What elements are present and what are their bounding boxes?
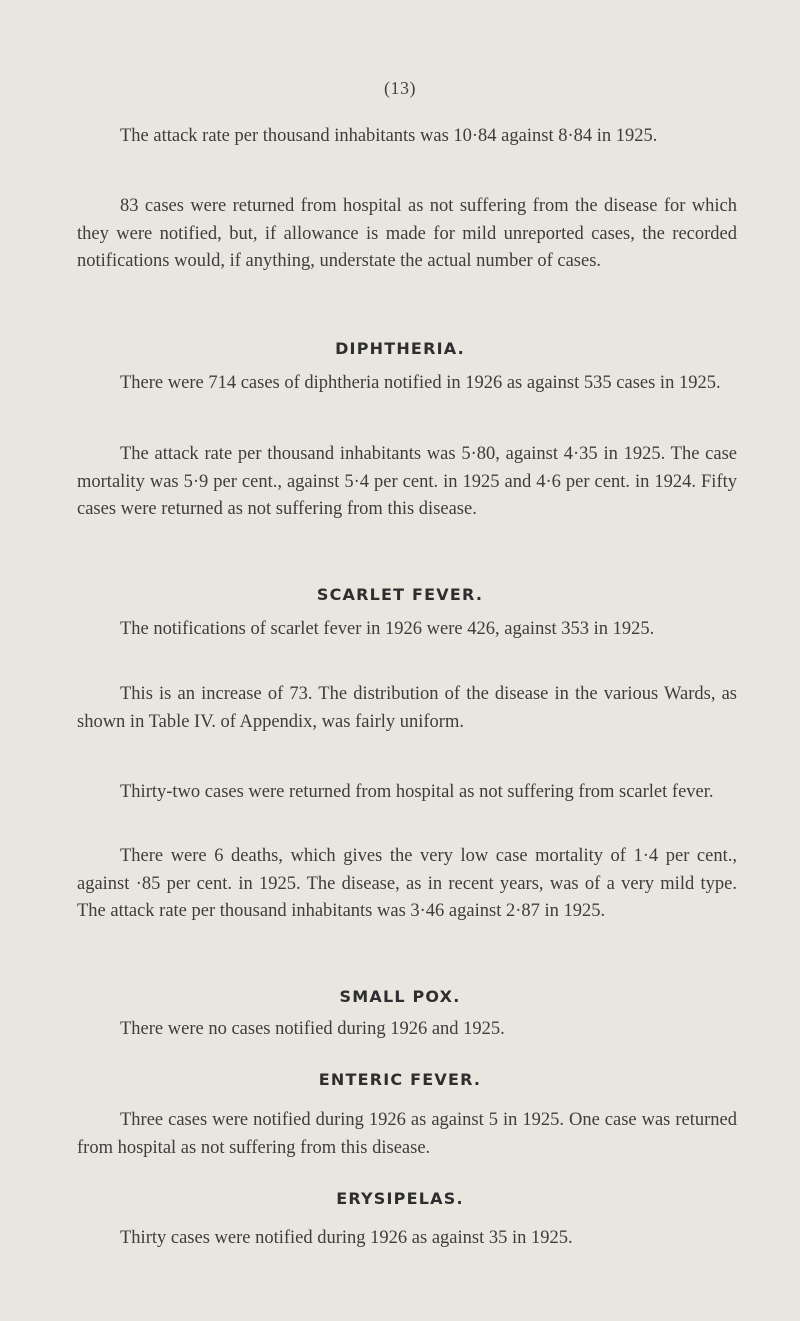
paragraph-scarlet-deaths: There were 6 deaths, which gives the very low case mortality of 1·4 per cent., against ·85 per cent. in 1925. The disease, as in recent years, was of a very mild type. The attack rate per thousand inhabitants was 3·46 against 2·87 in 1925. (77, 846, 737, 921)
paragraph-attack-rate: The attack rate per thousand inhabitants was 10·84 against 8·84 in 1925. (120, 126, 658, 146)
heading-erysipelas: ERYSIPELAS. (336, 1189, 464, 1208)
paragraph-enteric-fever: Three cases were notified during 1926 as against 5 in 1925. One case was returned from hospital as not suffering from this disease. (77, 1110, 737, 1158)
heading-diphtheria: DIPHTHERIA. (335, 339, 465, 358)
paragraph-erysipelas: Thirty cases were notified during 1926 as against 35 in 1925. (120, 1228, 573, 1248)
heading-enteric-fever: ENTERIC FEVER. (318, 1070, 482, 1089)
paragraph-scarlet-notifications: The notifications of scarlet fever in 1926 were 426, against 353 in 1925. (120, 619, 655, 639)
heading-scarlet-fever: SCARLET FEVER. (316, 585, 484, 604)
paragraph-scarlet-returned: Thirty-two cases were returned from hospital as not suffering from scarlet fever. (120, 782, 714, 802)
paragraph-diphtheria-cases: There were 714 cases of diphtheria notified in 1926 as against 535 cases in 1925. (120, 373, 721, 393)
paragraph-small-pox: There were no cases notified during 1926 and 1925. (120, 1019, 505, 1039)
paragraph-returned-cases: 83 cases were returned from hospital as not suffering from the disease for which they were notified, but, if allowance is made for mild unreported cases, the recorded notifications would, if anything, understate the actual number of cases. (77, 196, 737, 271)
paragraph-scarlet-increase: This is an increase of 73. The distribution of the disease in the various Wards, as shown in Table IV. of Appendix, was fairly uniform. (77, 684, 737, 732)
paragraph-diphtheria-rate: The attack rate per thousand inhabitants was 5·80, against 4·35 in 1925. The case mortality was 5·9 per cent., against 5·4 per cent. in 1925 and 4·6 per cent. in 1924. Fifty cases were returned as not suffering from this disease. (77, 444, 737, 519)
page-number: (13) (384, 78, 416, 98)
heading-small-pox: SMALL POX. (339, 987, 461, 1006)
